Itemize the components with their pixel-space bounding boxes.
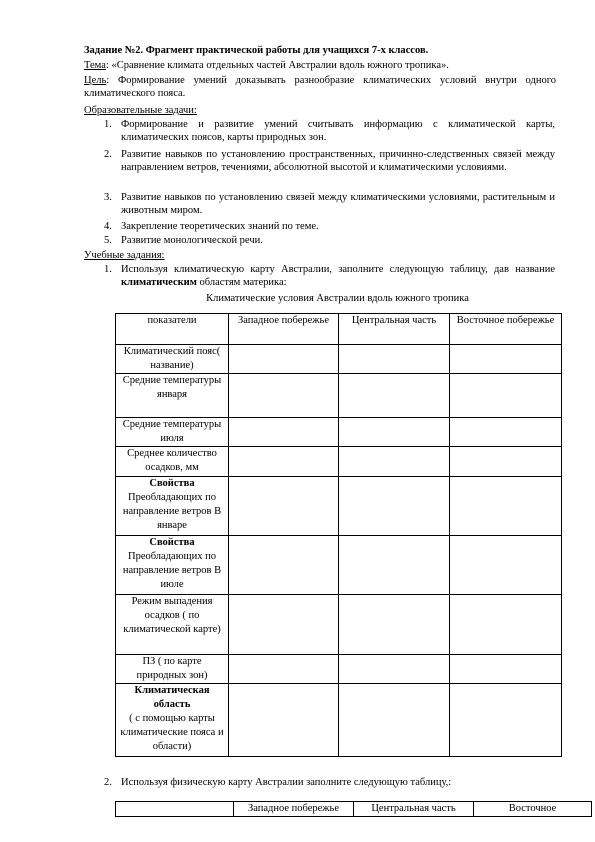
edu-task-item: Закрепление теоретических знаний по теме. [121,221,319,232]
edu-task-number: 2. [104,149,112,160]
table-row [116,447,562,477]
table-row [116,345,562,374]
row-label: Среднее количество осадков, мм [116,447,229,477]
table-cell[interactable] [229,477,339,536]
table-cell[interactable] [450,374,562,418]
table-cell[interactable] [450,655,562,684]
row-label-bold: Свойства [149,478,195,489]
table-cell[interactable] [229,684,339,757]
table-header-cell: Восточное побережье [450,314,562,345]
table-cell[interactable] [450,477,562,536]
table-header-cell: Центральная часть [339,314,450,345]
row-label-bold: Свойства [149,537,195,548]
document-title: Задание №2. Фрагмент практической работы для учащихся 7-х классов. [84,45,429,56]
table-cell[interactable] [229,418,339,447]
row-label [116,477,229,536]
edu-task-item: Развитие монологической речи. [121,235,263,246]
goal-line [84,74,556,100]
table-header-cell [116,802,234,817]
table-cell[interactable] [450,447,562,477]
table-cell[interactable] [339,447,450,477]
row-label: Климатический пояс( название) [116,345,229,374]
topic-label: Тема [84,60,106,71]
table-cell[interactable] [229,345,339,374]
table-row [116,477,562,536]
edu-task-item: Развитие навыков по установлению пространственных, причинно-следственных связей между направлением ветров, течениями, абсолютной высотой и климатическими условиями. [121,149,555,173]
table-cell[interactable] [339,595,450,655]
row-label-bold: Климатическая область [134,685,210,710]
table-header-cell: Центральная часть [354,802,474,817]
edu-task-item: Развитие навыков по установлению связей между климатическими условиями, растительным и животным миром. [121,192,555,216]
edu-task-number: 3. [104,192,112,203]
table-cell[interactable] [229,655,339,684]
table-cell[interactable] [229,536,339,595]
row-label: Средние температуры января [116,374,229,418]
table-cell[interactable] [339,374,450,418]
row-label-text: ( с помощью карты климатические пояса и области) [120,713,224,752]
table1-caption: Климатические условия Австралии вдоль южного тропика [206,293,469,304]
table-header-cell: Восточное [474,802,592,817]
edu-tasks-label: Образовательные задачи: [84,105,197,116]
row-label-text: Преобладающих по направление ветров В июле [122,551,222,590]
row-label [116,684,229,757]
edu-task-number: 4. [104,221,112,232]
table-cell[interactable] [450,684,562,757]
table-header-cell: Западное побережье [234,802,354,817]
edu-task-number: 1. [104,119,112,130]
table-row [116,374,562,418]
table-cell[interactable] [339,345,450,374]
table-cell[interactable] [450,595,562,655]
table-header-row [116,314,562,345]
table-cell[interactable] [450,418,562,447]
table-row [116,418,562,447]
task2-number: 2. [104,777,112,788]
topic-line [84,59,564,72]
climate-table [115,313,562,757]
row-label: Режим выпадения осадков ( по климатической карте) [116,595,229,655]
task1-text-b: климатическим [121,277,197,288]
table-cell[interactable] [229,595,339,655]
table-row [116,684,562,757]
row-label [116,536,229,595]
task1-text-a: Используя климатическую карту Австралии, заполните следующую таблицу, дав название [121,264,555,275]
goal-text: : Формирование умений доказывать разнообразие климатических условий внутри одного климатического пояса. [84,75,556,99]
table-cell[interactable] [339,477,450,536]
table-cell[interactable] [450,345,562,374]
table-cell[interactable] [339,684,450,757]
row-label: Средние температуры июля [116,418,229,447]
task2-text: Используя физическую карту Австралии заполните следующую таблицу,: [121,777,452,788]
learning-tasks-label: Учебные задания: [84,250,165,261]
table-row [116,536,562,595]
table-header-cell: показатели [116,314,229,345]
table-header-cell: Западное побережье [229,314,339,345]
edu-task-item: Формирование и развитие умений считывать информацию с климатической карты, климатических поясов, карты природных зон. [121,119,555,143]
row-label: ПЗ ( по карте природных зон) [116,655,229,684]
task1-text [121,263,555,289]
edu-task-number: 5. [104,235,112,246]
table-cell[interactable] [339,536,450,595]
table-cell[interactable] [450,536,562,595]
task1-text-c: областям материка: [196,277,287,288]
table-cell[interactable] [229,374,339,418]
table-row [116,655,562,684]
table-cell[interactable] [339,655,450,684]
table-header-row [116,802,592,817]
goal-label: Цель [84,75,107,86]
row-label-text: Преобладающих по направление ветров В январе [122,492,222,531]
table-row [116,595,562,655]
table-cell[interactable] [229,447,339,477]
task1-number: 1. [104,264,112,275]
topic-text: : «Сравнение климата отдельных частей Австралии вдоль южного тропика». [105,60,449,71]
table-cell[interactable] [339,418,450,447]
physical-map-table [115,801,592,817]
